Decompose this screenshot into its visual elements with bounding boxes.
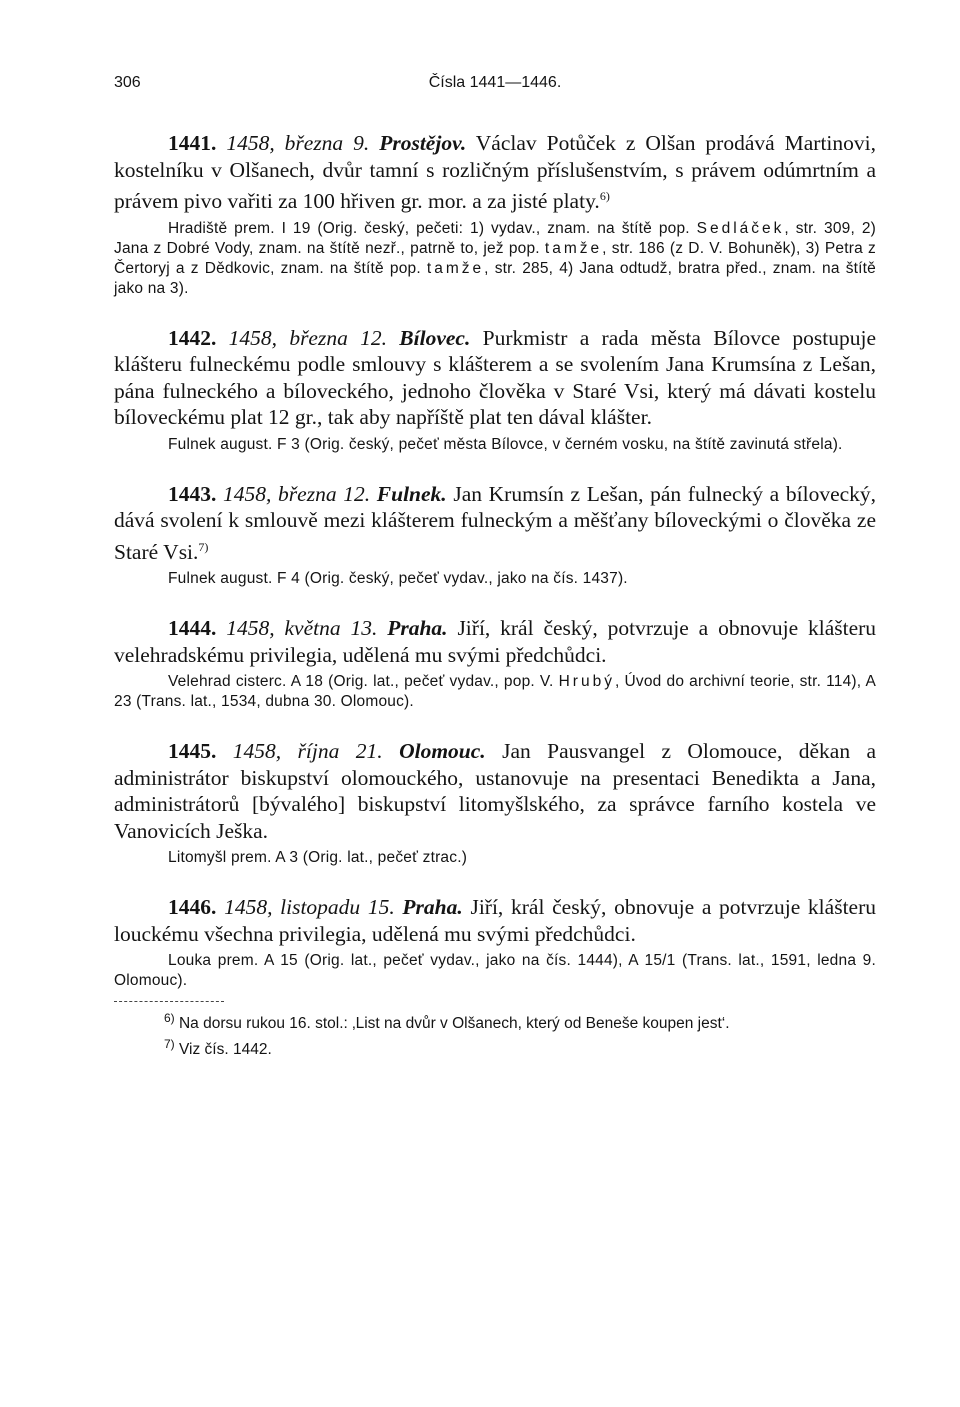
- footnote-ref: 6): [599, 189, 610, 203]
- regest-text: [114, 481, 876, 566]
- regest-place: Fulnek.: [376, 481, 447, 506]
- regest-number: 1444.: [168, 616, 217, 641]
- running-title: Čísla 1441—1446.: [428, 74, 562, 91]
- page-number: 306: [114, 74, 141, 91]
- regest-text: [114, 894, 876, 947]
- regest-entry: [114, 130, 876, 299]
- regest-text: [114, 738, 876, 844]
- archival-note: Fulnek august. F 3 (Orig. český, pečeť města Bílovce, v černém vosku, na štítě zavinutá střela).: [168, 435, 843, 453]
- footnote-ref: 7): [198, 539, 209, 554]
- archival-note: Velehrad cisterc. A 18 (Orig. lat., pečeť vydav., pop. V. Hrubý, Úvod do archivní teorie, str. 114), A 23 (Trans. lat., 1534, dubna 30. Olomouc).: [114, 673, 877, 711]
- regest-date: 1458, března 9.: [226, 131, 370, 155]
- regest-number: 1445.: [168, 739, 217, 764]
- regest-entry: [114, 325, 876, 455]
- regest-number: 1442.: [168, 325, 217, 350]
- archival-note: Louka prem. A 15 (Orig. lat., pečeť vydav., jako na čís. 1444), A 15/1 (Trans. lat., 1591, ledna 9. Olomouc).: [114, 952, 876, 990]
- footnote-mark: 7): [164, 1037, 175, 1052]
- regest-body: Jan Pausvangel z Olomouce, děkan a administrátor biskupství olomouckého, ustanovuje na presentaci Benedikta a Jana, administrátorů [bývalého] biskupství litomyšlského, za správce farního kostela ve Vanovicích Ješka.: [114, 739, 877, 843]
- footnote-divider: [114, 1001, 224, 1002]
- page-header: [114, 74, 876, 104]
- regest-date: 1458, března 12.: [223, 481, 371, 506]
- footnote-text: Na dorsu rukou 16. stol.: ‚List na dvůr v Olšanech, který od Beneše koupen jest‘.: [178, 1015, 730, 1033]
- regest-body: Jiří, král český, obnovuje a potvrzuje klášteru louckému všechna privilegia, udělená mu svými předchůdci.: [114, 895, 876, 946]
- regest-date: 1458, listopadu 15.: [224, 895, 395, 920]
- regest-place: Praha.: [402, 895, 463, 920]
- regest-body: Purkmistr a rada města Bílovce postupuje klášteru fulneckému podle smlouvy s klášterem a se svolením Jana Krumsína z Lešan, pána fulneckého a bíloveckého, jednoho člověka v Staré Vsi, který má dávati kostelu bíloveckému plat 12 gr., tak aby napříště plat ten dával klášter.: [114, 325, 876, 430]
- regest-entry: [114, 738, 876, 868]
- archival-note: Fulnek august. F 4 (Orig. český, pečeť vydav., jako na čís. 1437).: [168, 570, 628, 588]
- regest-place: Prostějov.: [379, 131, 467, 155]
- regest-date: 1458, března 12.: [228, 325, 387, 350]
- footnote-mark: 6): [164, 1011, 175, 1026]
- regest-number: 1443.: [168, 481, 217, 506]
- regest-number: 1446.: [168, 895, 217, 920]
- regest-body: Jiří, král český, potvrzuje a obnovuje klášteru velehradskému privilegia, udělená mu svými předchůdci.: [114, 616, 877, 667]
- regest-place: Praha.: [387, 616, 448, 641]
- regest-place: Bílovec.: [399, 325, 471, 350]
- regest-text: [114, 615, 876, 668]
- footnote: [114, 1008, 876, 1034]
- regest-date: 1458, května 13.: [226, 616, 378, 641]
- regest-text: [114, 130, 876, 215]
- page: [114, 74, 876, 1061]
- footnote: [114, 1034, 876, 1060]
- archival-note: Hradiště prem. I 19 (Orig. český, pečeti: 1) vydav., znam. na štítě pop. Sedláček, str. 309, 2) Jana z Dobré Vody, znam. na štítě nezř., patrně to, jež pop. tamže, str. 186 (z D. V. Bohuněk), 3) Petra z Čertoryj a z Dědkovic, znam. na štítě pop. tamže, str. 285, 4) Jana odtudž, bratra před., znam. na štítě jako na 3).: [114, 219, 876, 297]
- regest-entry: [114, 615, 876, 712]
- regest-body: Jan Krumsín z Lešan, pán fulnecký a bílovecký, dává svolení k smlouvě mezi klášterem fulneckým a měšťany bíloveckými o člověka ze Staré Vsi.: [114, 481, 877, 564]
- archival-note: Litomyšl prem. A 3 (Orig. lat., pečeť ztrac.): [168, 849, 468, 867]
- footnote-text: Viz čís. 1442.: [178, 1041, 272, 1059]
- regest-date: 1458, října 21.: [232, 739, 383, 764]
- regest-text: [114, 325, 876, 431]
- regest-number: 1441.: [168, 131, 217, 155]
- regest-entry: [114, 894, 876, 991]
- regest-body: Václav Potůček z Olšan prodává Martinovi, kostelníku v Olšanech, dvůr tamní s rozličným příslušenstvím, s právem odúmrtním a právem pivo vařiti za 100 hřiven gr. mor. a za jisté platy.: [114, 131, 876, 214]
- regest-place: Olomouc.: [399, 739, 486, 764]
- regest-entry: [114, 481, 876, 590]
